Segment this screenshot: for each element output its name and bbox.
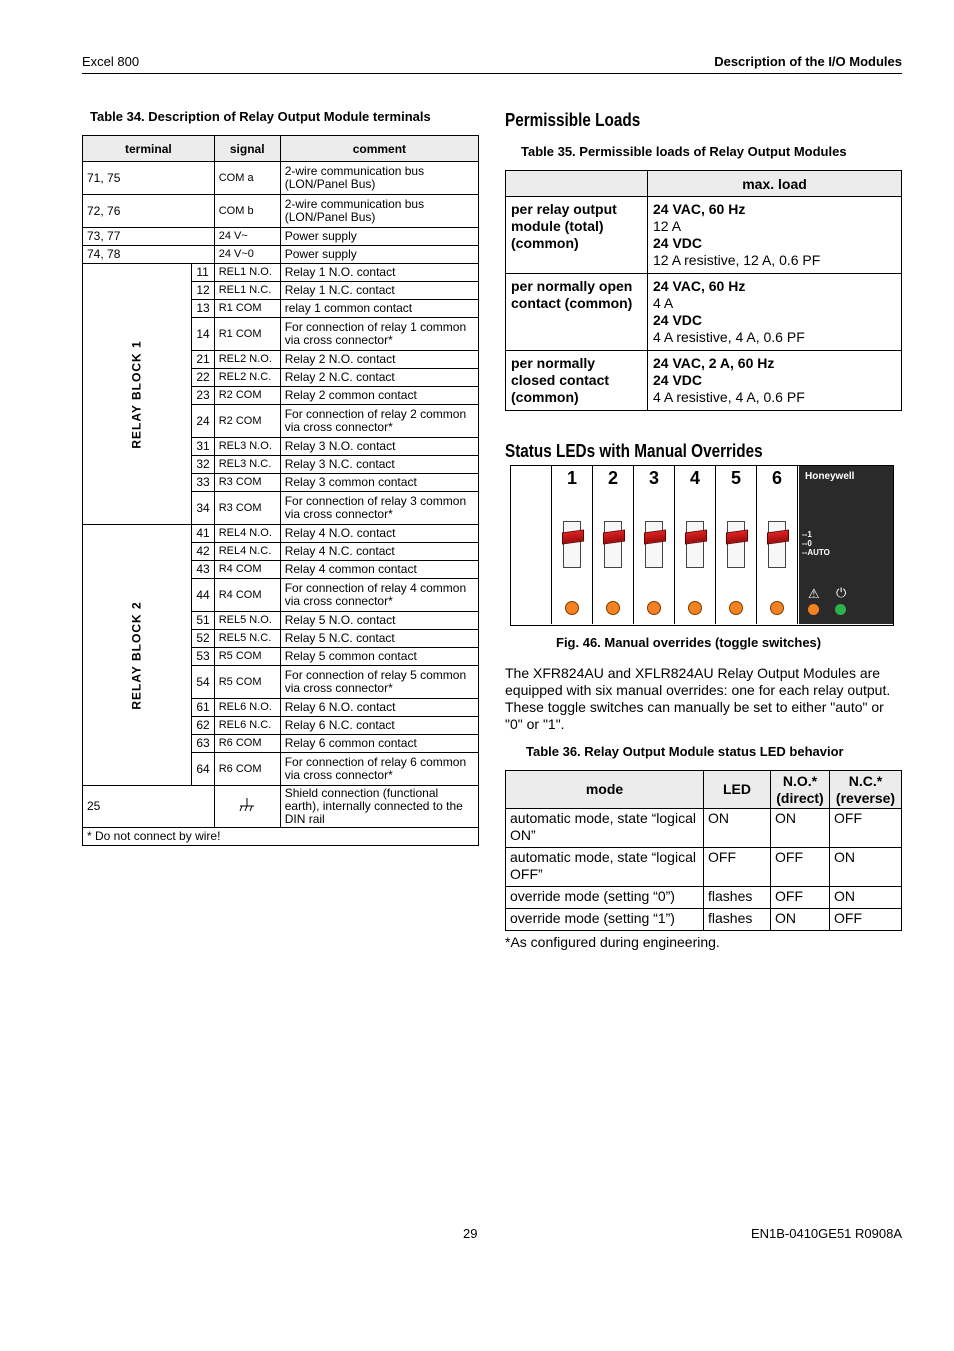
load-key-cell: per normally closed contact (common) <box>506 351 648 411</box>
comment-cell: Relay 4 common contact <box>280 561 478 579</box>
ac-rating: 24 VAC, 2 A, 60 Hz <box>653 355 775 371</box>
signal-cell: REL4 N.C. <box>214 543 280 561</box>
table-row <box>83 228 479 246</box>
terminal-cell: 73, 77 <box>83 228 215 246</box>
no-cell: OFF <box>771 887 830 909</box>
col-nc: N.C.* (reverse) <box>830 771 902 809</box>
comment-cell: Relay 3 common contact <box>280 474 478 492</box>
signal-cell: R1 COM <box>214 318 280 351</box>
signal-cell: REL1 N.O. <box>214 264 280 282</box>
mode-cell: override mode (setting “1”) <box>506 909 704 931</box>
terminal-cell: 24 <box>192 405 214 438</box>
nc-cell: OFF <box>830 809 902 848</box>
comment-cell: For connection of relay 1 common via cross connector* <box>280 318 478 351</box>
power-led-green <box>835 604 846 615</box>
relay-status-led <box>565 601 579 615</box>
no-cell: OFF <box>771 848 830 887</box>
signal-cell: R3 COM <box>214 492 280 525</box>
col-signal: signal <box>214 136 280 162</box>
table-row <box>83 195 479 228</box>
override-switch-5 <box>715 466 756 624</box>
page-number: 29 <box>463 1226 478 1241</box>
brand-logo: Honeywell <box>805 471 855 482</box>
table-row <box>506 887 902 909</box>
toggle-lever <box>603 529 625 544</box>
power-icon: ⏻ <box>836 585 847 600</box>
terminal-cell: 54 <box>192 666 214 699</box>
header-product: Excel 800 <box>82 54 140 69</box>
switch-number: 6 <box>771 468 782 488</box>
override-switch-2 <box>592 466 633 624</box>
toggle-lever <box>726 529 748 544</box>
mode-cell: automatic mode, state “logical OFF” <box>506 848 704 887</box>
terminal-cell: 41 <box>192 525 214 543</box>
comment-cell: For connection of relay 4 common via cross connector* <box>280 579 478 612</box>
led-cell: OFF <box>704 848 771 887</box>
signal-cell: COM b <box>214 195 280 228</box>
warning-icon: ⚠ <box>808 586 820 601</box>
signal-cell: R3 COM <box>214 474 280 492</box>
toggle-lever <box>685 529 707 544</box>
table-row <box>83 264 479 282</box>
signal-cell: REL3 N.O. <box>214 438 280 456</box>
comment-cell: Relay 5 N.O. contact <box>280 612 478 630</box>
override-panel-figure <box>510 465 894 626</box>
terminal-cell: 13 <box>192 300 214 318</box>
ac-rating: 24 VAC, 60 Hz <box>653 201 746 217</box>
table-row-shield <box>83 786 479 828</box>
load-key-cell: per relay output module (total) (common) <box>506 197 648 274</box>
table-footnote-row <box>83 828 479 846</box>
relay-status-led <box>688 601 702 615</box>
signal-cell: R5 COM <box>214 666 280 699</box>
switch-number: 2 <box>607 468 618 488</box>
block2-label: RELAY BLOCK 2 <box>129 600 144 710</box>
table-footnote: * Do not connect by wire! <box>83 828 479 846</box>
dc-rating: 24 VDC <box>653 235 703 251</box>
comment-cell: Relay 2 N.C. contact <box>280 369 478 387</box>
signal-cell: REL6 N.C. <box>214 717 280 735</box>
no-cell: ON <box>771 909 830 931</box>
status-led-orange <box>808 604 819 615</box>
table36-caption: Table 36. Relay Output Module status LED behavior <box>526 744 844 759</box>
override-switch-3 <box>633 466 674 624</box>
signal-cell: REL2 N.O. <box>214 351 280 369</box>
col-led: LED <box>704 771 771 809</box>
switch-divider <box>797 466 798 624</box>
comment-cell: Relay 3 N.C. contact <box>280 456 478 474</box>
table35-caption: Table 35. Permissible loads of Relay Output Modules <box>521 144 847 159</box>
signal-cell <box>214 786 280 828</box>
signal-cell: REL2 N.C. <box>214 369 280 387</box>
override-switch-4 <box>674 466 715 624</box>
dc-value: 4 A resistive, 4 A, 0.6 PF <box>653 329 805 345</box>
col-terminal: terminal <box>83 136 215 162</box>
signal-cell: R6 COM <box>214 753 280 786</box>
table-row <box>83 162 479 195</box>
header-section: Description of the I/O Modules <box>714 54 902 69</box>
switch-number: 4 <box>689 468 700 488</box>
relay-status-led <box>606 601 620 615</box>
nc-cell: ON <box>830 848 902 887</box>
dc-rating: 24 VDC <box>653 312 703 328</box>
comment-cell: 2-wire communication bus (LON/Panel Bus) <box>280 162 478 195</box>
status-heading: Status LEDs with Manual Overrides <box>505 441 763 461</box>
terminal-cell: 52 <box>192 630 214 648</box>
ac-rating: 24 VAC, 60 Hz <box>653 278 746 294</box>
switch-number: 1 <box>566 468 577 488</box>
permissible-heading: Permissible Loads <box>505 110 641 130</box>
nc-cell: ON <box>830 887 902 909</box>
document-id: EN1B-0410GE51 R0908A <box>750 1226 902 1241</box>
engineering-note: *As configured during engineering. <box>505 934 720 950</box>
table-row <box>83 246 479 264</box>
comment-cell: Relay 4 N.O. contact <box>280 525 478 543</box>
relay-status-led <box>647 601 661 615</box>
toggle-lever <box>767 529 789 544</box>
table-row <box>506 197 902 274</box>
comment-cell: relay 1 common contact <box>280 300 478 318</box>
dc-value: 12 A resistive, 12 A, 0.6 PF <box>653 252 821 268</box>
nc-cell: OFF <box>830 909 902 931</box>
table-row <box>506 848 902 887</box>
terminal-cell: 21 <box>192 351 214 369</box>
comment-cell: Power supply <box>280 246 478 264</box>
load-key-cell: per normally open contact (common) <box>506 274 648 351</box>
terminal-cell: 25 <box>83 786 215 828</box>
comment-cell: Relay 1 N.C. contact <box>280 282 478 300</box>
comment-cell: Relay 3 N.O. contact <box>280 438 478 456</box>
toggle-switch-icon <box>645 521 663 568</box>
signal-cell: R2 COM <box>214 405 280 438</box>
toggle-lever <box>644 529 666 544</box>
override-switch-1 <box>551 466 592 624</box>
relay-status-led <box>729 601 743 615</box>
comment-cell: For connection of relay 6 common via cross connector* <box>280 753 478 786</box>
load-value-cell <box>648 197 902 274</box>
comment-cell: Relay 1 N.O. contact <box>280 264 478 282</box>
toggle-switch-icon <box>604 521 622 568</box>
mode-labels: --1 --0 --AUTO <box>802 530 830 557</box>
block2-label-cell <box>83 525 192 786</box>
terminal-cell: 44 <box>192 579 214 612</box>
loads-table <box>505 170 902 411</box>
ac-value: 4 A <box>653 295 674 311</box>
terminal-cell: 51 <box>192 612 214 630</box>
signal-cell: R2 COM <box>214 387 280 405</box>
load-value-cell <box>648 351 902 411</box>
comment-cell: For connection of relay 3 common via cross connector* <box>280 492 478 525</box>
signal-cell: 24 V~ <box>214 228 280 246</box>
switch-number: 3 <box>648 468 659 488</box>
override-switch-6 <box>756 466 797 624</box>
table-row <box>506 809 902 848</box>
toggle-switch-icon <box>727 521 745 568</box>
comment-cell: Relay 6 N.O. contact <box>280 699 478 717</box>
comment-cell: Relay 2 N.O. contact <box>280 351 478 369</box>
ground-icon <box>239 797 255 813</box>
comment-cell: Shield connection (functional earth), internally connected to the DIN rail <box>280 786 478 828</box>
terminal-cell: 11 <box>192 264 214 282</box>
led-cell: flashes <box>704 887 771 909</box>
terminal-cell: 74, 78 <box>83 246 215 264</box>
mode-cell: override mode (setting “0”) <box>506 887 704 909</box>
table-row <box>83 525 479 543</box>
terminal-cell: 22 <box>192 369 214 387</box>
terminal-cell: 23 <box>192 387 214 405</box>
load-value-cell <box>648 274 902 351</box>
no-cell: ON <box>771 809 830 848</box>
comment-cell: Relay 6 common contact <box>280 735 478 753</box>
figure-caption: Fig. 46. Manual overrides (toggle switches) <box>556 635 822 650</box>
signal-cell: R5 COM <box>214 648 280 666</box>
signal-cell: R6 COM <box>214 735 280 753</box>
comment-cell: For connection of relay 2 common via cross connector* <box>280 405 478 438</box>
dc-value: 4 A resistive, 4 A, 0.6 PF <box>653 389 805 405</box>
led-cell: flashes <box>704 909 771 931</box>
comment-cell: Relay 2 common contact <box>280 387 478 405</box>
signal-cell: R4 COM <box>214 579 280 612</box>
signal-cell: R1 COM <box>214 300 280 318</box>
toggle-switch-icon <box>686 521 704 568</box>
comment-cell: Relay 6 N.C. contact <box>280 717 478 735</box>
signal-cell: REL5 N.C. <box>214 630 280 648</box>
signal-cell: R4 COM <box>214 561 280 579</box>
col-max-load: max. load <box>648 171 902 197</box>
loads-corner <box>506 171 648 197</box>
terminal-cell: 43 <box>192 561 214 579</box>
comment-cell: Relay 5 common contact <box>280 648 478 666</box>
terminal-cell: 12 <box>192 282 214 300</box>
terminal-cell: 53 <box>192 648 214 666</box>
terminal-cell: 31 <box>192 438 214 456</box>
terminal-cell: 72, 76 <box>83 195 215 228</box>
terminal-cell: 14 <box>192 318 214 351</box>
table-row <box>506 909 902 931</box>
comment-cell: 2-wire communication bus (LON/Panel Bus) <box>280 195 478 228</box>
col-comment: comment <box>280 136 478 162</box>
relay-status-led <box>770 601 784 615</box>
mode-cell: automatic mode, state “logical ON” <box>506 809 704 848</box>
terminal-cell: 32 <box>192 456 214 474</box>
terminal-cell: 42 <box>192 543 214 561</box>
terminal-cell: 33 <box>192 474 214 492</box>
comment-cell: Relay 4 N.C. contact <box>280 543 478 561</box>
led-behavior-table <box>505 770 902 931</box>
switch-number: 5 <box>730 468 741 488</box>
toggle-switch-icon <box>563 521 581 568</box>
terminal-cell: 34 <box>192 492 214 525</box>
table-row <box>506 351 902 411</box>
signal-cell: COM a <box>214 162 280 195</box>
table-row <box>506 274 902 351</box>
signal-cell: REL1 N.C. <box>214 282 280 300</box>
terminal-cell: 71, 75 <box>83 162 215 195</box>
col-mode: mode <box>506 771 704 809</box>
toggle-switch-icon <box>768 521 786 568</box>
signal-cell: REL4 N.O. <box>214 525 280 543</box>
signal-cell: 24 V~0 <box>214 246 280 264</box>
dc-rating: 24 VDC <box>653 372 703 388</box>
terminal-cell: 61 <box>192 699 214 717</box>
block1-label: RELAY BLOCK 1 <box>129 339 144 449</box>
terminal-cell: 62 <box>192 717 214 735</box>
comment-cell: Relay 5 N.C. contact <box>280 630 478 648</box>
toggle-lever <box>562 529 584 544</box>
table34-caption: Table 34. Description of Relay Output Module terminals <box>90 109 431 124</box>
terminal-cell: 63 <box>192 735 214 753</box>
page-header <box>82 54 902 74</box>
signal-cell: REL6 N.O. <box>214 699 280 717</box>
signal-cell: REL3 N.C. <box>214 456 280 474</box>
comment-cell: Power supply <box>280 228 478 246</box>
col-no: N.O.* (direct) <box>771 771 830 809</box>
module-label-panel <box>799 466 893 624</box>
block1-label-cell <box>83 264 192 525</box>
led-cell: ON <box>704 809 771 848</box>
ac-value: 12 A <box>653 218 682 234</box>
comment-cell: For connection of relay 5 common via cross connector* <box>280 666 478 699</box>
overrides-paragraph: The XFR824AU and XFLR824AU Relay Output Modules are equipped with six manual overrides: one for each relay output. These toggle switches can manually be set to either "auto" or "0" or "1". <box>505 665 891 732</box>
signal-cell: REL5 N.O. <box>214 612 280 630</box>
terminals-table <box>82 135 479 846</box>
terminal-cell: 64 <box>192 753 214 786</box>
